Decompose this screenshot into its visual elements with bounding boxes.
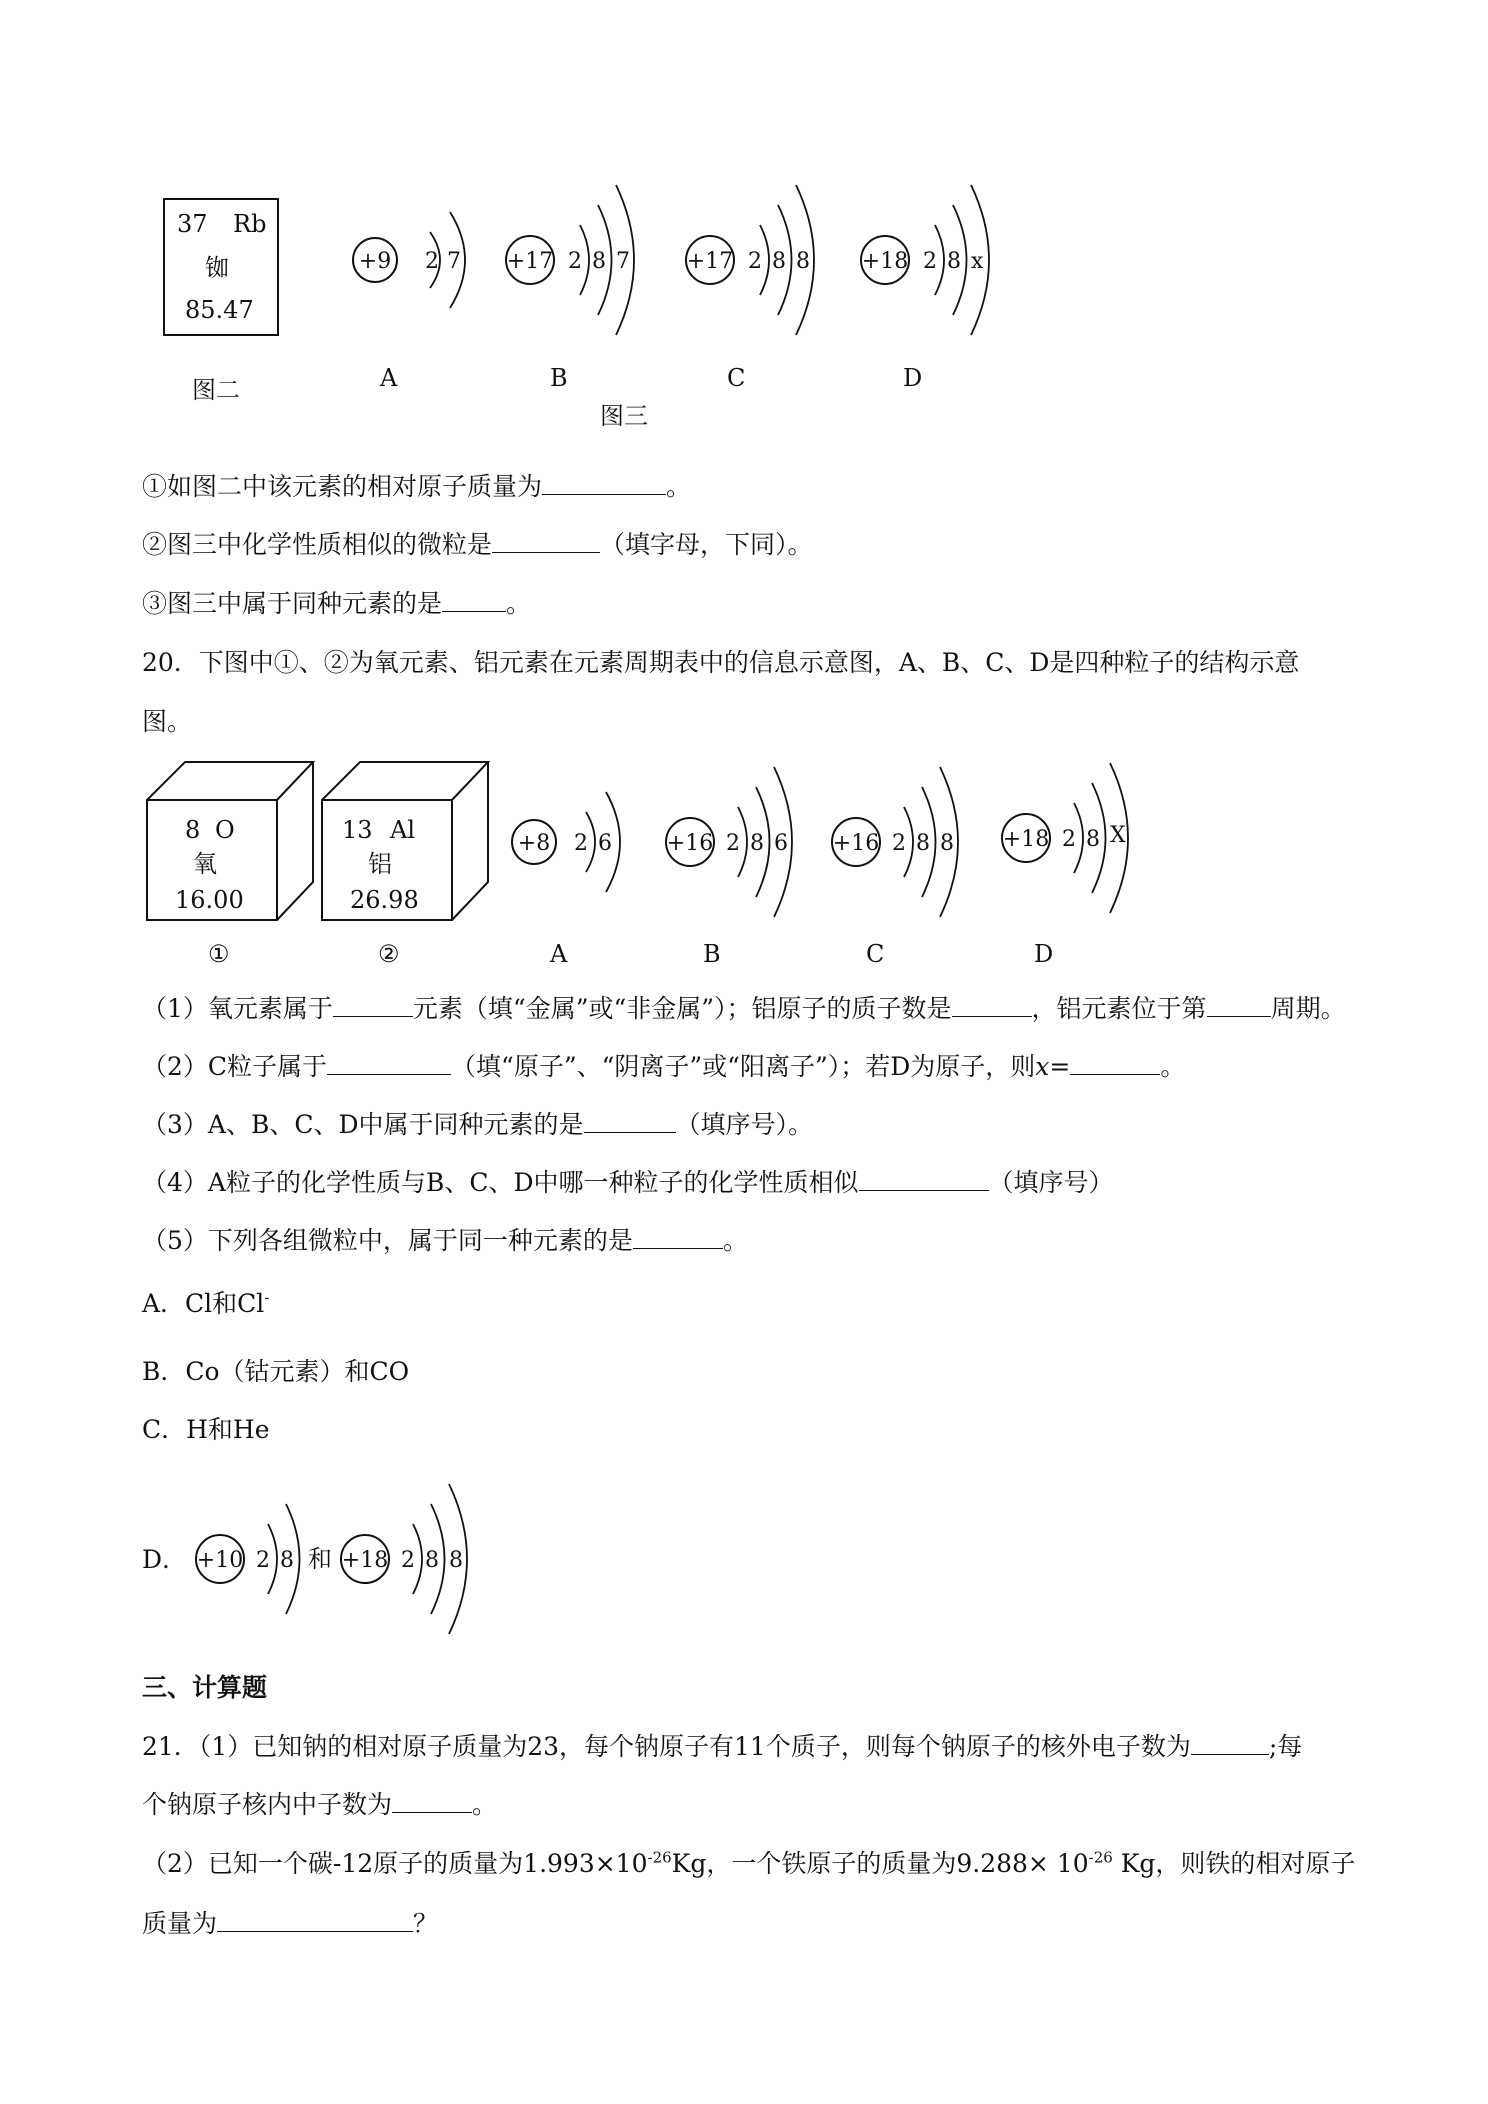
shell-electrons: 8 [425, 1548, 439, 1573]
element-symbol: O [215, 816, 235, 844]
option-b: B．Co（钴元素）和CO [142, 1357, 410, 1386]
shell-electrons: 2 [568, 249, 582, 274]
q19-line-2: ②图三中化学性质相似的微粒是 （填字母，下同）。 [142, 526, 813, 563]
shell-electrons: 7 [616, 249, 630, 274]
answer-blank[interactable] [217, 1905, 413, 1932]
shell-electrons: 8 [750, 831, 764, 856]
atom-diagram-c [832, 767, 958, 917]
shell-electrons: 8 [592, 249, 606, 274]
answer-blank[interactable] [542, 468, 666, 495]
shell-electrons: 2 [425, 249, 439, 274]
cube-side [277, 762, 313, 920]
nucleus-charge: +8 [517, 831, 551, 856]
atomic-number: 13 [342, 816, 373, 844]
q20-part-3: （3）A、B、C、D中属于同种元素的是 （填序号）。 [142, 1106, 813, 1143]
q21-line-4: 质量为 ？ [142, 1905, 438, 1942]
element-cube-oxygen [147, 762, 313, 920]
q21-line-1: 21．（1）已知钠的相对原子质量为23，每个钠原子有11个质子，则每个钠原子的核外电子数为 ;每 [142, 1728, 1302, 1765]
answer-blank[interactable] [859, 1164, 989, 1191]
cube-label-1: ① [208, 940, 230, 968]
nucleus-charge: +18 [861, 249, 909, 274]
shell-electrons: X [1110, 823, 1126, 848]
nucleus-charge: +16 [832, 831, 880, 856]
shell-electrons: 2 [574, 831, 588, 856]
shell-electrons: 8 [947, 249, 961, 274]
q19-line-1: ①如图二中该元素的相对原子质量为 。 [142, 468, 691, 505]
element-card-rb [163, 198, 279, 336]
atom-diagram-ne [196, 1504, 300, 1614]
atom-diagram-b [506, 185, 634, 335]
option-d-atom-diagrams [180, 1474, 500, 1644]
shell-electrons: 8 [1086, 827, 1100, 852]
answer-blank[interactable] [584, 1106, 676, 1133]
shell-electrons: 6 [774, 831, 788, 856]
option-d-and: 和 [308, 1545, 332, 1573]
element-symbol: Al [390, 816, 416, 844]
nucleus-charge: +18 [1002, 827, 1050, 852]
option-d-label: D． [142, 1545, 188, 1574]
atom-label-d: D [903, 364, 923, 392]
element-name: 铷 [205, 254, 229, 282]
q19-line-3: ③图三中属于同种元素的是 。 [142, 585, 531, 622]
shell-electrons: 8 [796, 249, 810, 274]
answer-blank[interactable] [492, 526, 600, 553]
atom-diagram-b [666, 767, 792, 917]
answer-blank[interactable] [1207, 990, 1271, 1017]
q20-atom-diagrams [500, 750, 1140, 930]
shell-electrons: 2 [748, 249, 762, 274]
shell-electrons: 2 [401, 1548, 415, 1573]
q20-part-1: （1）氧元素属于 元素（填“金属”或“非金属”）；铝原子的质子数是 ，铝元素位于第 周期。 [142, 990, 1346, 1027]
atom-label-c: C [866, 940, 885, 968]
answer-blank[interactable] [1070, 1048, 1160, 1075]
element-symbol: Rb [233, 210, 267, 238]
answer-blank[interactable] [952, 990, 1032, 1017]
option-c: C．H和He [142, 1415, 270, 1444]
shell-electrons: 2 [1062, 827, 1076, 852]
nucleus-charge: +9 [358, 249, 392, 274]
q20-element-cubes [145, 760, 495, 925]
q21-line-2: 个钠原子核内中子数为 。 [142, 1786, 497, 1823]
fig3-caption: 图三 [600, 402, 648, 430]
atom-label-b: B [703, 940, 721, 968]
element-cube-aluminum [322, 762, 488, 920]
atom-diagram-c [686, 185, 814, 335]
answer-blank[interactable] [333, 990, 413, 1017]
answer-blank[interactable] [392, 1786, 472, 1813]
atom-label-a: A [550, 940, 568, 968]
cube-top [147, 762, 313, 800]
q20-part-2: （2）C粒子属于 （填“原子”、“阴离子”或“阳离子”）；若D为原子，则x= 。 [142, 1048, 1185, 1085]
cube-top [322, 762, 488, 800]
element-name: 铝 [368, 850, 392, 878]
q20-stem-line-1: 20．下图中①、②为氧元素、铝元素在元素周期表中的信息示意图，A、B、C、D是四种粒子的结构示意 [142, 648, 1300, 677]
shell-electrons: 2 [256, 1548, 270, 1573]
atomic-mass: 85.47 [185, 296, 254, 324]
atom-diagram-d [1002, 763, 1128, 913]
q20-part-5: （5）下列各组微粒中，属于同一种元素的是 。 [142, 1222, 748, 1259]
section-title: 三、计算题 [142, 1673, 268, 1702]
nucleus-charge: +17 [686, 249, 734, 274]
atom-diagram-a [353, 212, 465, 308]
q20-part-4: （4）A粒子的化学性质与B、C、D中哪一种粒子的化学性质相似 （填序号） [142, 1164, 1114, 1201]
q20-stem-line-2: 图。 [142, 707, 193, 736]
shell-electrons: 7 [447, 249, 461, 274]
atom-label-d: D [1034, 940, 1054, 968]
shell-electrons: 2 [726, 831, 740, 856]
shell-electrons: 8 [940, 831, 954, 856]
atomic-mass: 16.00 [175, 886, 244, 914]
answer-blank[interactable] [327, 1048, 451, 1075]
shell-electrons: 2 [923, 249, 937, 274]
fig2-caption: 图二 [192, 376, 240, 404]
shell-electrons: 2 [892, 831, 906, 856]
shell-electrons: 8 [772, 249, 786, 274]
nucleus-charge: +18 [341, 1548, 389, 1573]
answer-blank[interactable] [1191, 1728, 1269, 1755]
atom-label-a: A [380, 364, 398, 392]
atomic-mass: 26.98 [350, 886, 419, 914]
fig3-atom-diagrams [340, 165, 1040, 395]
atom-diagram-a [512, 792, 620, 892]
atomic-number: 8 [185, 816, 201, 844]
atom-diagram-ar [341, 1484, 467, 1634]
atom-label-b: B [550, 364, 568, 392]
atomic-number: 37 [177, 210, 208, 238]
cube-side [452, 762, 488, 920]
q21-line-3: （2）已知一个碳-12原子的质量为$1.993\times 10^{-26}Kg$，一个铁原子的质量为$9.288\times 10^{-26}$ Kg，则铁的相对原子 [142, 1848, 1356, 1878]
shell-electrons: 8 [916, 831, 930, 856]
atom-label-c: C [727, 364, 746, 392]
shell-electrons: 6 [598, 831, 612, 856]
atom-diagram-d [861, 185, 989, 335]
nucleus-charge: +16 [666, 831, 714, 856]
cube-label-2: ② [378, 940, 400, 968]
element-name: 氧 [193, 850, 217, 878]
nucleus-charge: +10 [196, 1548, 244, 1573]
shell-electrons: 8 [449, 1548, 463, 1573]
option-a: A．Cl和Cl- [142, 1288, 270, 1318]
shell-electrons: 8 [280, 1548, 294, 1573]
answer-blank[interactable] [633, 1222, 723, 1249]
shell-electrons: x [971, 249, 984, 274]
nucleus-charge: +17 [506, 249, 554, 274]
answer-blank[interactable] [442, 585, 506, 612]
